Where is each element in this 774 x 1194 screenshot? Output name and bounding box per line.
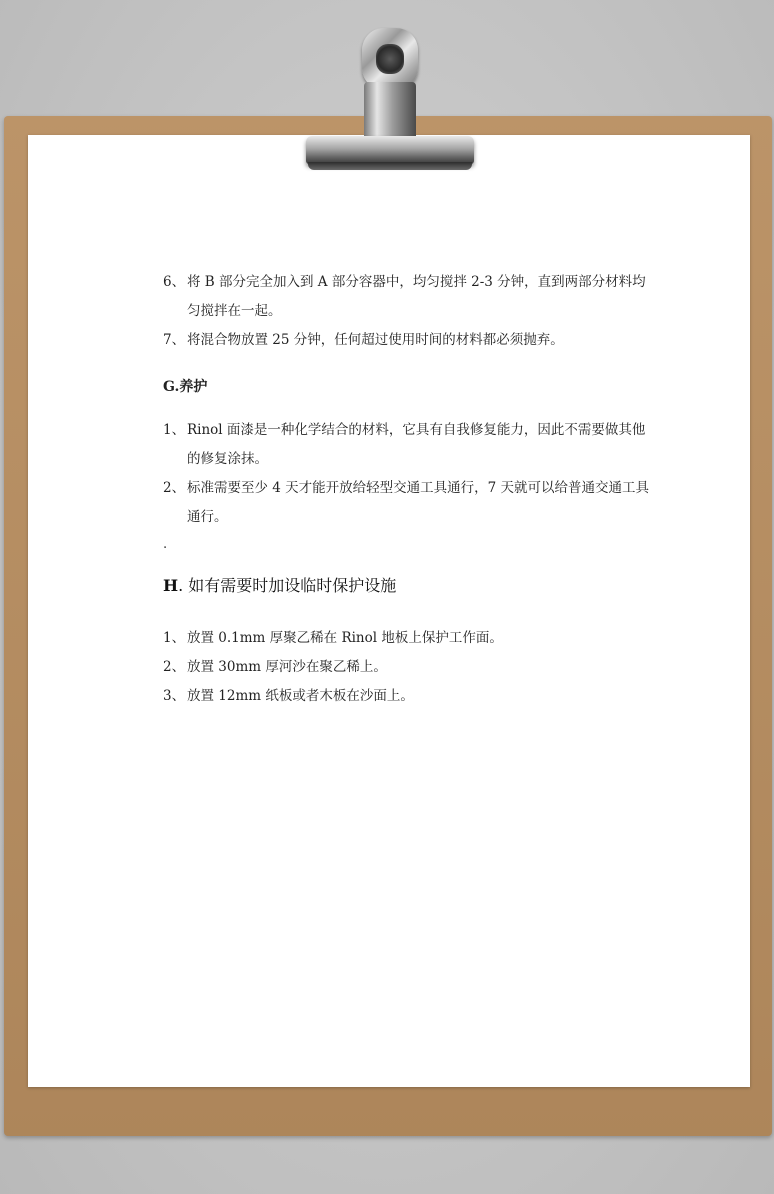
list-item: 6、 将 B 部分完全加入到 A 部分容器中，均匀搅拌 2-3 分钟，直到两部分材料均匀搅拌在一起。 [163, 274, 646, 319]
list-item: 2、 标准需要至少 4 天才能开放给轻型交通工具通行，7 天就可以给普通交通工具通行。 [163, 480, 650, 525]
document-body [163, 268, 653, 711]
stray-mark: . [163, 537, 168, 552]
list-item: 2、 放置 30mm 厚河沙在聚乙稀上。 [163, 659, 387, 675]
list-item: 1、 放置 0.1mm 厚聚乙稀在 Rinol 地板上保护工作面。 [163, 630, 503, 646]
list-item: 3、 放置 12mm 纸板或者木板在沙面上。 [163, 688, 414, 704]
list-item: 1、 Rinol 面漆是一种化学结合的材料，它具有自我修复能力，因此不需要做其他的修复涂抹。 [163, 422, 646, 467]
binder-clip-icon [300, 26, 480, 178]
section-heading: H. 如有需要时加设临时保护设施 [163, 576, 397, 595]
section-heading: G.养护 [163, 379, 208, 395]
list-item: 7、 将混合物放置 25 分钟，任何超过使用时间的材料都必须抛弃。 [163, 332, 564, 348]
